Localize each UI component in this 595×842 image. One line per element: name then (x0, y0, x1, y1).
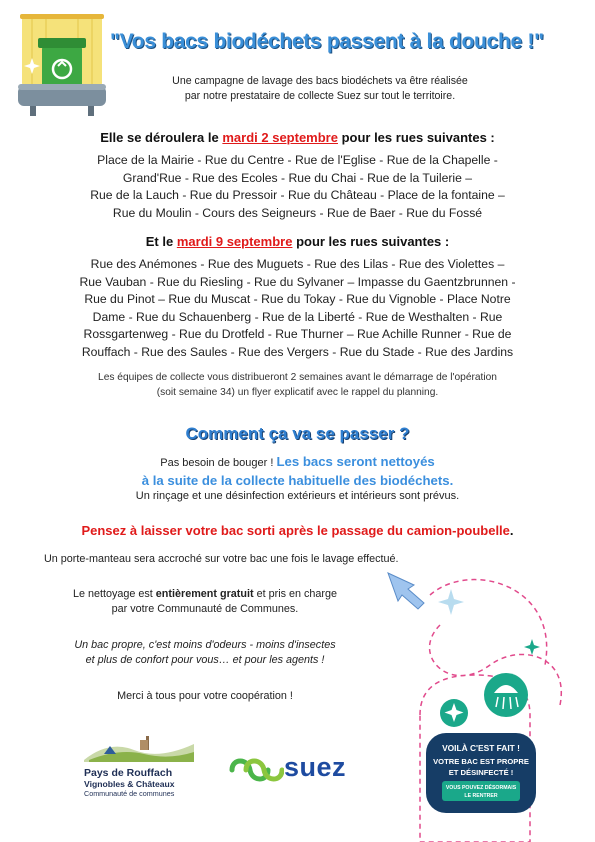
page-title: "Vos bacs biodéchets passent à la douche !" (110, 30, 544, 53)
second-round-streets (30, 256, 565, 361)
second-date: mardi 9 septembre (176, 234, 293, 249)
flyer-note-line: Les équipes de collecte vous distribueront 2 semaines avant le démarrage de l'opération (98, 372, 497, 383)
street-line: Dame - Rue du Schauenberg - Rue de la Liberté - Rue de Westhalten - Rue (92, 309, 503, 324)
street-line: Place de la Mairie - Rue du Centre - Rue de l'Eglise - Rue de la Chapelle - (97, 153, 498, 167)
sparkle-icon (438, 589, 464, 615)
flyer-note (0, 370, 595, 400)
card-line2: VOTRE BAC EST PROPRE (433, 757, 529, 766)
intro-line: par notre prestataire de collecte Suez sur tout le territoire. (184, 90, 456, 102)
intro-line: Une campagne de lavage des bacs biodéchets va être réalisée (172, 75, 468, 87)
intro-text (120, 74, 520, 104)
how-detail: Un rinçage et une désinfection extérieurs et intérieurs sont prévus. (135, 490, 460, 502)
street-line: Rossgartenweg - Rue du Drotfeld - Rue Thurner – Rue Achille Runner - Rue de (83, 327, 512, 341)
suez-logo (228, 750, 368, 790)
first-round-heading (0, 130, 595, 145)
second-round-heading (0, 234, 595, 249)
street-line: Rouffach - Rue des Saules - Rue des Vergers - Rue du Stade - Rue des Jardins (81, 344, 514, 359)
warning-text: Pensez à laisser votre bac sorti après le passage du camion-poubelle (81, 523, 510, 538)
rouffach-line2: Vignobles & Châteaux (84, 779, 175, 789)
how-block (0, 453, 595, 504)
free-suffix: et pris en charge (253, 588, 338, 600)
how-highlight: Les bacs seront nettoyés (276, 454, 435, 469)
how-highlight: à la suite de la collecte habituelle des biodéchets. (141, 473, 454, 488)
thanks-note: Merci à tous pour votre coopération ! (117, 690, 293, 702)
arrow-icon (388, 573, 424, 609)
bin-bathtub-illustration (18, 14, 106, 120)
how-title: Comment ça va se passer ? (185, 424, 410, 443)
sparkle-icon (524, 639, 540, 655)
heading-prefix: Elle se déroulera le (100, 130, 223, 145)
street-line: Rue des Anémones - Rue des Muguets - Rue des Lilas - Rue des Violettes – (90, 257, 505, 271)
card-line4: VOUS POUVEZ DÉSORMAIS (445, 785, 517, 791)
hanger-note: Un porte-manteau sera accroché sur votre bac une fois le lavage effectué. (44, 553, 399, 565)
rouffach-logo (84, 730, 194, 802)
street-line: Rue de la Lauch - Rue du Pressoir - Rue du Château - Place de la fontaine – (90, 188, 505, 202)
heading-prefix: Et le (145, 234, 177, 249)
street-line: Rue du Pinot – Rue du Muscat - Rue du Tokay - Rue du Vignoble - Place Notre (84, 292, 511, 306)
vineyard-hills-icon (84, 730, 194, 762)
flyer-note-line: (soit semaine 34) un flyer explicatif avec le rappel du planning. (156, 387, 439, 398)
street-line: Rue du Moulin - Cours des Seigneurs - Rue de Baer - Rue du Fossé (112, 205, 483, 220)
free-prefix: Le nettoyage est (72, 588, 156, 600)
clean-line: Un bac propre, c'est moins d'odeurs - moins d'insectes (74, 639, 336, 651)
street-line: Grand'Rue - Rue des Ecoles - Rue du Chai - Rue de la Tuilerie – (122, 170, 473, 185)
suez-wordmark: suez (284, 752, 347, 782)
card-line1: VOILÀ C'EST FAIT ! (442, 743, 520, 753)
rouffach-line3: Communauté de communes (84, 789, 175, 798)
suez-swirl-icon (228, 752, 284, 788)
heading-suffix: pour les rues suivantes : (337, 130, 495, 145)
clean-line: et plus de confort pour vous… et pour les agents ! (85, 654, 325, 666)
rouffach-line1: Pays de Rouffach (84, 767, 173, 779)
shower-badge (484, 673, 528, 717)
first-date: mardi 2 septembre (222, 130, 338, 145)
warning-line (0, 522, 595, 540)
free-bold: entièrement gratuit (155, 588, 254, 600)
how-lead: Pas besoin de bouger ! (160, 457, 277, 469)
first-round-streets (30, 152, 565, 222)
warning-dot: . (509, 523, 514, 538)
heading-suffix: pour les rues suivantes : (292, 234, 450, 249)
free-note (30, 587, 380, 617)
door-hanger-illustration (380, 565, 595, 842)
street-line: Rue Vauban - Rue du Riesling - Rue du Sylvaner – Impasse du Gaentzbrunnen - (79, 274, 516, 289)
free-line2: par votre Communauté de Communes. (111, 603, 299, 615)
card-line5: LE RENTRER (464, 793, 498, 799)
card-line3: ET DÉSINFECTÉ ! (448, 768, 514, 777)
clean-note (30, 638, 380, 668)
